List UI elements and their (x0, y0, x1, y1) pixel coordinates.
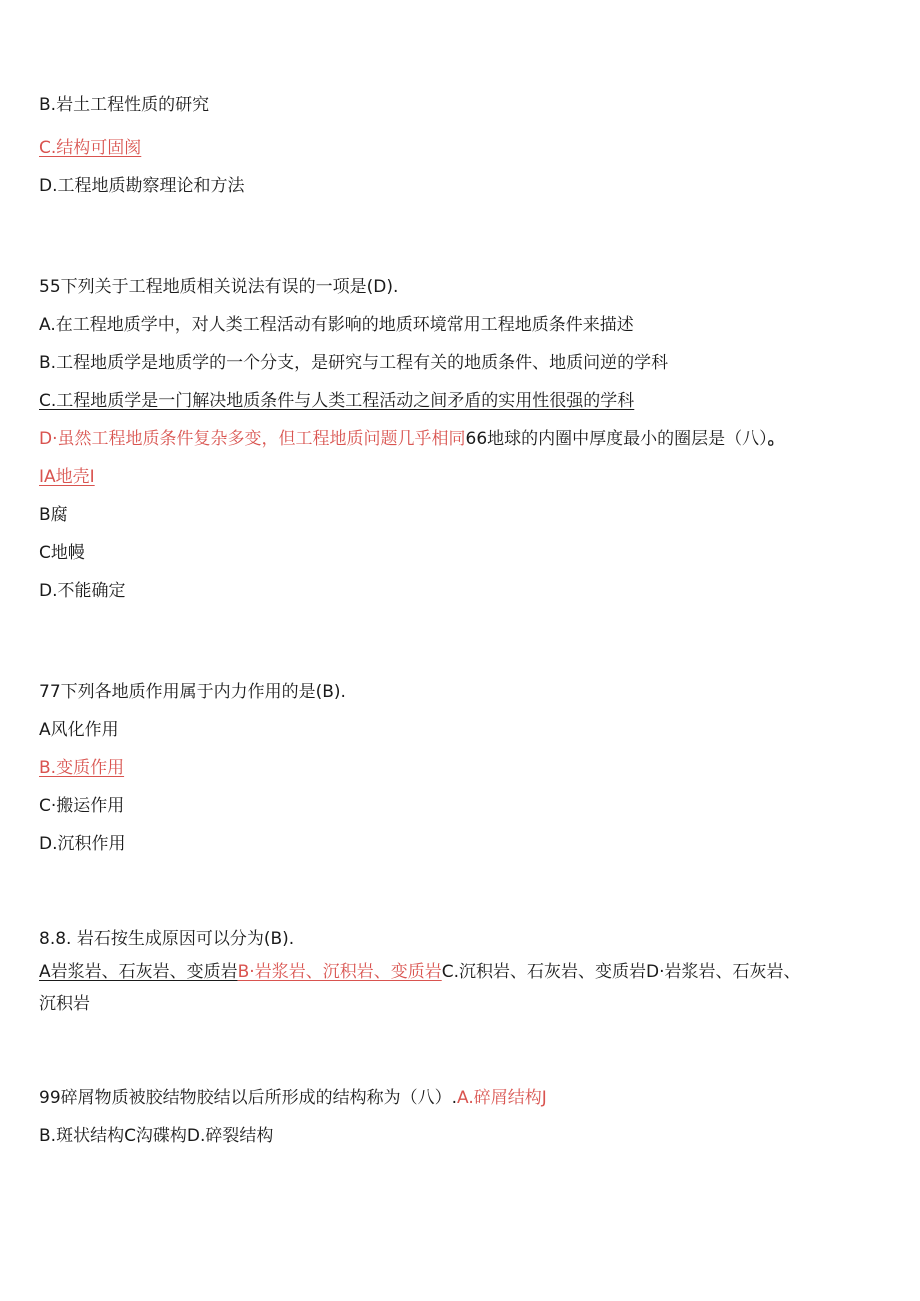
q77-option-b-answer: B.变质作用 (39, 758, 125, 778)
q66-option-a-answer: IA地壳I (39, 467, 95, 487)
q55-option-a: A.在工程地质学中，对人类工程活动有影响的地质环境常用工程地质条件来描述 (39, 315, 634, 335)
q88-options-line (39, 961, 801, 983)
q55-option-d-answer: D·虽然工程地质条件复杂多变，但工程地质问题几乎相同 (39, 429, 466, 449)
q66-option-b: B腐 (39, 505, 68, 525)
q54-option-d: D.工程地质勘察理论和方法 (39, 176, 245, 196)
q99-options-bcd: B.斑状结构C沟碟构D.碎裂结构 (39, 1126, 274, 1146)
q77-question: 77下列各地质作用属于内力作用的是(B). (39, 682, 346, 702)
q88-option-a: A岩浆岩、石灰岩、变质岩 (39, 962, 238, 982)
q99-question: 99碎屑物质被胶结物胶结以后所形成的结构称为（八）. (39, 1088, 458, 1108)
q66-question-period: 。 (767, 429, 785, 449)
q55-question: 55下列关于工程地质相关说法有误的一项是(D). (39, 277, 399, 297)
q77-option-c: C·搬运作用 (39, 796, 125, 816)
q54-option-b: B.岩土工程性质的研究 (39, 95, 210, 115)
q88-option-c-d: C.沉积岩、石灰岩、变质岩D·岩浆岩、石灰岩、 (441, 962, 801, 982)
q55-option-b: B.工程地质学是地质学的一个分支，是研究与工程有关的地质条件、地质问逆的学科 (39, 353, 669, 373)
q66-question: 66地球的内圈中厚度最小的圈层是（八） (465, 429, 768, 449)
q99-option-a-answer: A.碎屑结构J (457, 1088, 547, 1108)
q55-option-c: C.工程地质学是一门解决地质条件与人类工程活动之间矛盾的实用性很强的学科 (39, 391, 635, 411)
q66-option-d: D.不能确定 (39, 581, 126, 601)
q66-option-c: C地幔 (39, 543, 85, 563)
q88-option-d-continued: 沉积岩 (39, 994, 90, 1014)
q77-option-d: D.沉积作用 (39, 834, 126, 854)
q99-question-line (39, 1087, 547, 1109)
q88-option-b-answer: B·岩浆岩、沉积岩、变质岩 (237, 962, 442, 982)
q54-option-c-answer: C.结构可固阂 (39, 138, 142, 158)
q88-question: 8.8. 岩石按生成原因可以分为(B). (39, 929, 295, 949)
q55-option-d-line (39, 428, 785, 450)
q77-option-a: A风化作用 (39, 720, 119, 740)
